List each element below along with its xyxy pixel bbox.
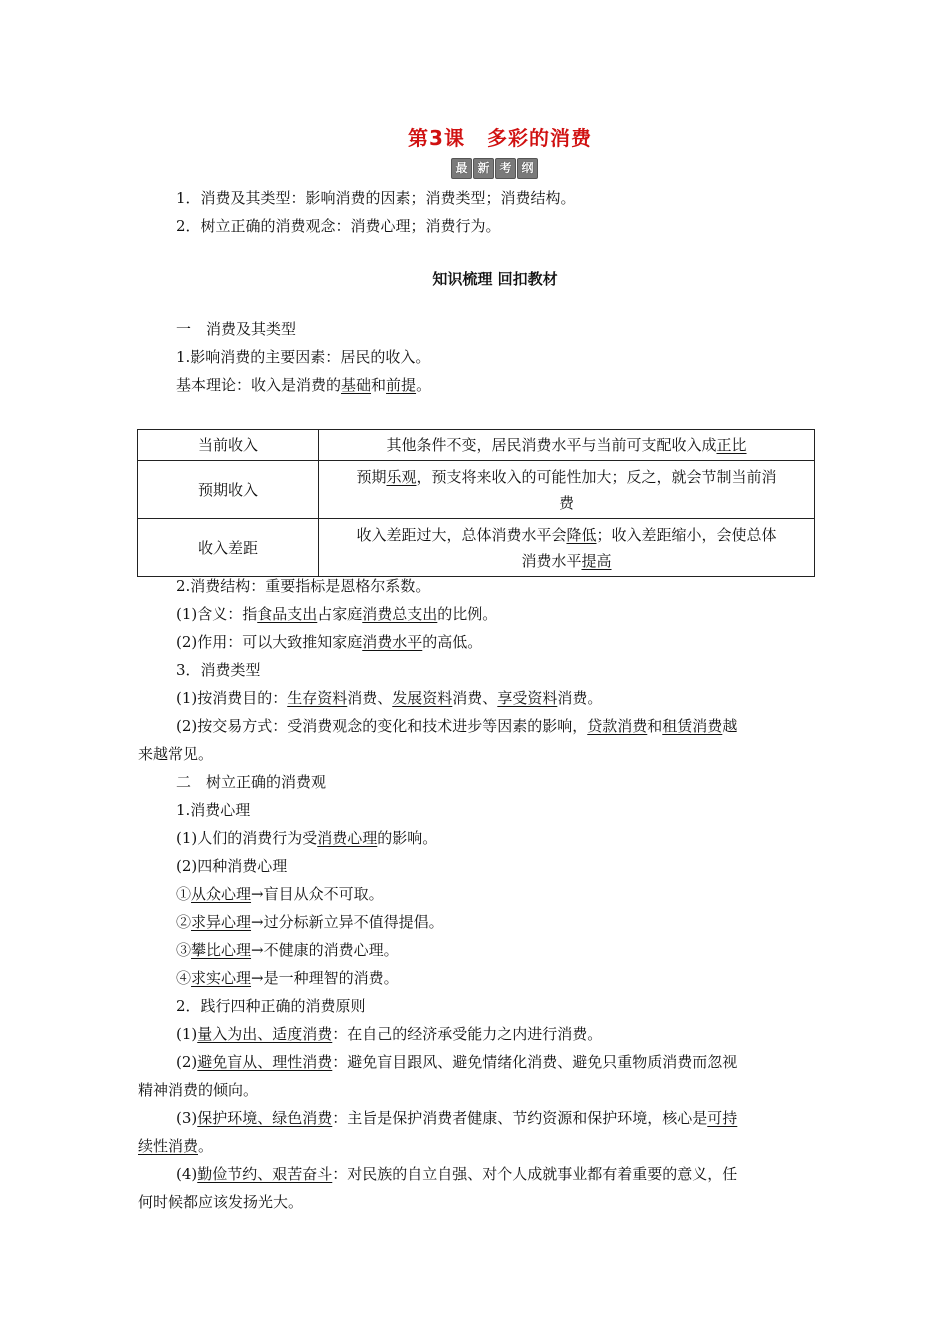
- badge-char: 最: [451, 158, 472, 179]
- part2-b: (2)四种消费心理: [176, 857, 288, 875]
- part1-p1: 1.影响消费的主要因素：居民的收入。: [176, 348, 431, 366]
- key-term: 提高: [581, 551, 612, 570]
- text: ：在自己的经济承受能力之内进行消费。: [332, 1025, 603, 1043]
- page-title: [0, 122, 950, 151]
- lesson-name: 多彩的消费: [486, 126, 592, 150]
- key-term: 可持: [707, 1109, 738, 1127]
- section-heading: 知识梳理 回扣教材: [432, 270, 558, 288]
- types-p2-cont: 来越常见。: [138, 745, 214, 763]
- types-heading: 3．消费类型: [176, 661, 261, 679]
- key-term: 保护环境、绿色消费: [197, 1109, 333, 1127]
- text: (2)作用：可以大致推知家庭: [176, 633, 363, 651]
- text: ：避免盲目跟风、避免情绪化消费、避免只重物质消费而忽视: [332, 1053, 738, 1071]
- badge-char: 考: [495, 158, 516, 179]
- text: 消费。: [557, 689, 603, 707]
- text: ：对民族的自立自强、对个人成就事业都有着重要的意义，任: [332, 1165, 738, 1183]
- key-term: 从众心理: [191, 885, 252, 903]
- text: →是一种理智的消费。: [251, 969, 399, 987]
- key-term: 避免盲从、理性消费: [197, 1053, 333, 1071]
- lesson-number: 第3课: [408, 126, 465, 150]
- key-term: 享受资料: [497, 689, 558, 707]
- psych-item: [176, 909, 852, 935]
- key-term: 正比: [716, 436, 747, 454]
- part2-a: [176, 825, 852, 851]
- table-row: [138, 461, 815, 519]
- text: ；收入差距缩小，会使总体: [596, 525, 777, 544]
- table-row: [138, 519, 815, 577]
- text: ①: [176, 885, 192, 903]
- key-term: 消费总支出: [362, 605, 438, 623]
- badge-char: 纲: [517, 158, 538, 179]
- text: 的高低。: [422, 633, 483, 651]
- text: ②: [176, 913, 192, 931]
- part1-p2: [176, 372, 852, 398]
- key-term: 求异心理: [191, 913, 252, 931]
- table-cell-key: 预期收入: [138, 461, 319, 519]
- key-term: 消费心理: [317, 829, 378, 847]
- types-p2: [176, 713, 852, 739]
- struct-p3: [176, 629, 852, 655]
- text: (2)按交易方式：受消费观念的变化和技术进步等因素的影响，: [176, 717, 588, 735]
- text: (3): [176, 1109, 198, 1127]
- key-term: 基础: [341, 376, 372, 394]
- principle-item: [176, 1105, 852, 1131]
- text: 消费、: [452, 689, 498, 707]
- text: 预期: [356, 467, 387, 486]
- psych-item: [176, 881, 852, 907]
- text: →过分标新立异不值得提倡。: [251, 913, 444, 931]
- text: 的影响。: [377, 829, 438, 847]
- text: ③: [176, 941, 192, 959]
- text: 收入差距过大，总体消费水平会: [356, 525, 567, 544]
- part2-h1: 1.消费心理: [176, 801, 251, 819]
- text: 的比例。: [437, 605, 498, 623]
- struct-p2: [176, 601, 852, 627]
- types-p1: [176, 685, 852, 711]
- text: ④: [176, 969, 192, 987]
- outline-item: 2．树立正确的消费观念：消费心理；消费行为。: [176, 217, 501, 235]
- key-term: 消费水平: [362, 633, 423, 651]
- outline-item: 1．消费及其类型：影响消费的因素；消费类型；消费结构。: [176, 189, 576, 207]
- text: 占家庭: [317, 605, 363, 623]
- key-term: 发展资料: [392, 689, 453, 707]
- text: (1)含义：指: [176, 605, 258, 623]
- text: 基本理论：收入是消费的: [176, 376, 342, 394]
- key-term: 租赁消费: [662, 717, 723, 735]
- principle-cont: 精神消费的倾向。: [138, 1081, 259, 1099]
- part2-heading: 二 树立正确的消费观: [176, 773, 327, 791]
- psych-item: [176, 965, 852, 991]
- text: (1)人们的消费行为受: [176, 829, 318, 847]
- key-term: 攀比心理: [191, 941, 252, 959]
- principle-item: [176, 1161, 852, 1187]
- part1-heading: 一 消费及其类型: [176, 320, 297, 338]
- table-row: [138, 430, 815, 461]
- principle-item: [176, 1021, 852, 1047]
- text: 越: [722, 717, 738, 735]
- text: 费: [558, 493, 574, 512]
- principle-item: [176, 1049, 852, 1075]
- principle-cont: [138, 1133, 814, 1159]
- key-term: 贷款消费: [587, 717, 648, 735]
- part2-h2: 2．践行四种正确的消费原则: [176, 997, 366, 1015]
- table-cell-key: 收入差距: [138, 519, 319, 577]
- table-cell-key: 当前收入: [138, 430, 319, 461]
- key-term: 续性消费: [138, 1137, 199, 1155]
- text: 其他条件不变，居民消费水平与当前可支配收入成: [386, 436, 717, 454]
- text: 消费、: [347, 689, 393, 707]
- text: 。: [198, 1137, 214, 1155]
- badge-char: 新: [473, 158, 494, 179]
- text: 消费水平: [521, 551, 582, 570]
- psych-item: [176, 937, 852, 963]
- text: →盲目从众不可取。: [251, 885, 384, 903]
- syllabus-badge: [451, 158, 538, 178]
- table-cell-value: [319, 519, 815, 577]
- text: (4): [176, 1165, 198, 1183]
- text: 和: [647, 717, 663, 735]
- principle-cont: 何时候都应该发扬光大。: [138, 1193, 304, 1211]
- key-term: 食品支出: [257, 605, 318, 623]
- text: 和: [371, 376, 387, 394]
- key-term: 前提: [386, 376, 417, 394]
- key-term: 勤俭节约、艰苦奋斗: [197, 1165, 333, 1183]
- text: ，预支将来收入的可能性加大；反之，就会节制当前消: [416, 467, 777, 486]
- key-term: 求实心理: [191, 969, 252, 987]
- key-term: 降低: [566, 525, 597, 544]
- key-term: 量入为出、适度消费: [197, 1025, 333, 1043]
- text: (1): [176, 1025, 198, 1043]
- struct-p1: 2.消费结构：重要指标是恩格尔系数。: [176, 577, 431, 595]
- table-cell-value: [319, 461, 815, 519]
- text: (1)按消费目的：: [176, 689, 288, 707]
- text: ：主旨是保护消费者健康、节约资源和保护环境，核心是: [332, 1109, 708, 1127]
- key-term: 乐观: [386, 467, 417, 486]
- text: (2): [176, 1053, 198, 1071]
- text: →不健康的消费心理。: [251, 941, 399, 959]
- table-cell-value: [319, 430, 815, 461]
- income-table: [137, 429, 815, 577]
- key-term: 生存资料: [287, 689, 348, 707]
- text: 。: [416, 376, 432, 394]
